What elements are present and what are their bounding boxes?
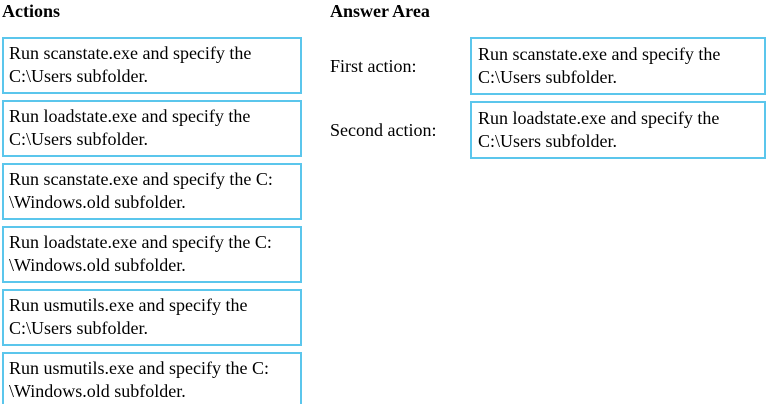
first-action-label: First action: (330, 55, 417, 76)
actions-heading: Actions (2, 1, 60, 21)
second-action-label: Second action: (330, 119, 437, 140)
answer-area-heading: Answer Area (330, 1, 430, 21)
answer-row-second (330, 101, 766, 159)
second-action-slot[interactable]: Run loadstate.exe and specify the C:\Users subfolder. (470, 101, 766, 159)
actions-column (2, 0, 304, 404)
action-option-scanstate-users[interactable]: Run scanstate.exe and specify the C:\Users subfolder. (2, 37, 302, 94)
action-option-usmutils-windowsold[interactable]: Run usmutils.exe and specify the C: \Windows.old subfolder. (2, 352, 302, 404)
action-option-scanstate-windowsold[interactable]: Run scanstate.exe and specify the C: \Windows.old subfolder. (2, 163, 302, 220)
answer-row-first (330, 37, 766, 95)
action-option-loadstate-windowsold[interactable]: Run loadstate.exe and specify the C: \Windows.old subfolder. (2, 226, 302, 283)
answer-area-column (330, 0, 766, 165)
first-action-slot[interactable]: Run scanstate.exe and specify the C:\Users subfolder. (470, 37, 766, 95)
action-option-loadstate-users[interactable]: Run loadstate.exe and specify the C:\Users subfolder. (2, 100, 302, 157)
action-option-usmutils-users[interactable]: Run usmutils.exe and specify the C:\Users subfolder. (2, 289, 302, 346)
